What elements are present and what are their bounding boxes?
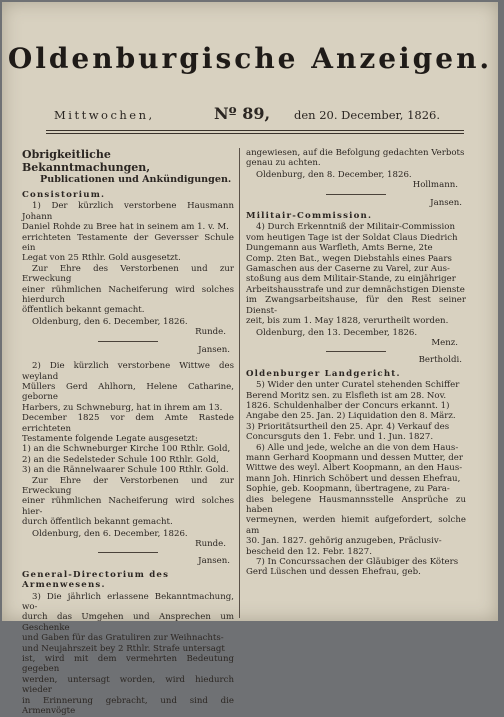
notice-line: vom heutigen Tage ist der Soldat Claus Diedrich (246, 232, 458, 243)
notice-line: in Erinnerung gebracht, und sind die Armenvögte (22, 695, 234, 717)
issue-weekday: Mittwochen, (54, 108, 155, 122)
notice-line: Testamente folgende Legate ausgesetzt: (22, 433, 198, 444)
notice-place-date: Oldenburg, den 6. December, 1826. (32, 316, 188, 327)
notice-line: Arbeitshausstrafe und zur demnächstigen Dienste (246, 284, 465, 295)
notice-line: December 1825 vor dem Amte Rastede errichteten (22, 413, 234, 434)
notice-line: Zur Ehre des Verstorbenen und zur Erweckung (22, 263, 234, 285)
notice-line: einer rühmlichen Nacheiferung wird solches hierdurch (22, 284, 234, 306)
notice-7 (246, 557, 466, 578)
notice-line: angewiesen, auf die Befolgung gedachten Verbots (246, 148, 465, 158)
notice-signature: Runde. (195, 539, 226, 549)
notice-line: Daniel Rohde zu Bree hat in seinem am 1. v. M. (22, 222, 229, 233)
notice-signature: Runde. (195, 327, 226, 338)
left-column (22, 148, 234, 717)
notice-3 (22, 592, 234, 717)
notice-line: 4) Durch Erkenntniß der Militair-Commission (256, 222, 455, 233)
notice-line: 2) Die kürzlich verstorbene Wittwe des weyland (22, 361, 234, 382)
notice-line: vermeynen, werden hiemit aufgefordert, solche am (246, 515, 466, 536)
notice-signature: Jansen. (430, 197, 462, 208)
notice-line: Gamaschen aus der Caserne zu Varel, zur Aus- (246, 264, 450, 275)
notice-3-continued (246, 148, 466, 208)
notice-line: 1826. Schuldenhalber der Concurs erkannt. 1) (246, 400, 450, 411)
separator (326, 351, 386, 352)
notice-line: errichteten Testamente der Geversser Schule ein (22, 232, 234, 254)
separator (98, 341, 158, 342)
separator (98, 552, 158, 553)
notice-line: öffentlich bekannt gemacht. (22, 305, 145, 316)
notice-6 (246, 443, 466, 557)
notice-place-date: Oldenburg, den 6. December, 1826. (32, 528, 188, 539)
notice-line: dies belegene Hausmannsstelle Ansprüche zu haben (246, 494, 466, 515)
notice-line: bescheid den 12. Febr. 1827. (246, 546, 372, 557)
notice-line: Müllers Gerd Ahlhorn, Helene Catharine, geborne (22, 381, 234, 403)
issue-date: den 20. December, 1826. (294, 108, 440, 122)
notice-line: Concursguts den 1. Febr. und 1. Jun. 1827. (246, 432, 434, 443)
notice-line: werden, untersagt worden, wird hiedurch wieder (22, 674, 234, 696)
notice-signature: Menz. (431, 337, 458, 348)
notice-line: Legat von 25 Rthlr. Gold ausgesetzt. (22, 253, 181, 264)
notice-signature: Jansen. (198, 344, 230, 355)
issue-number: Nº 89, (214, 104, 271, 123)
separator (326, 194, 386, 195)
notice-line: zeit, bis zum 1. May 1828, verurtheilt worden. (246, 316, 449, 327)
notice-line: ist, wird mit dem vermehrten Bedeutung gegeben (22, 654, 234, 675)
notice-line: einer rühmlichen Nacheiferung wird solches hier- (22, 496, 234, 517)
notice-line: Harbers, zu Schwneburg, hat in ihrem am 13. (22, 402, 223, 413)
notice-line: Wittwe des weyl. Albert Koopmann, an den Haus- (246, 463, 463, 474)
section-title-militair: Militair-Commission. (246, 211, 373, 222)
section-title-armenwesen: General-Directorium des Armenwesens. (22, 569, 170, 591)
section-heading: Obrigkeitliche Bekanntmachungen, (22, 148, 151, 174)
notice-line: 1) Der kürzlich verstorbene Hausmann Johann (22, 201, 234, 222)
notice-line: 1) an die Schwneburger Kirche 100 Rthlr. Gold, (22, 444, 231, 455)
notice-signature: Bertholdi. (418, 355, 462, 366)
notice-line: und Neujahrszeit bey 2 Rthlr. Strafe untersagt (22, 643, 225, 654)
notice-line: 3) an die Rännelwaarer Schule 100 Rthlr. Gold. (22, 465, 229, 476)
notice-line: 30. Jan. 1827. gehörig anzugeben, Präclusiv- (246, 536, 442, 547)
section-title-consistorium: Consistorium. (22, 190, 106, 200)
notice-line: 5) Wider den unter Curatel stehenden Schiffer (256, 380, 460, 391)
notice-line: 7) In Concurssachen der Gläubiger des Köters (256, 557, 459, 568)
notice-line: 3) Die jährlich erlassene Bekanntmachung, wo- (22, 591, 234, 613)
notice-1 (22, 201, 234, 355)
notice-line: Gerd Lüschen und dessen Ehefrau, geb. (246, 567, 421, 578)
notice-line: Comp. 2ten Bat., wegen Diebstahls eines Paars (246, 253, 452, 264)
notice-line: Dungemann aus Warfleth, Amts Berne, 2te (246, 243, 433, 254)
notice-line: Zur Ehre der Verstorbenen und zur Erweckung (22, 475, 234, 496)
masthead-title: Oldenburgische Anzeigen. (7, 42, 493, 75)
notice-line: genau zu achten. (246, 158, 321, 169)
notice-2 (22, 361, 234, 567)
notice-line: 6) Alle und jede, welche an die von dem Haus- (256, 442, 459, 453)
notice-line: Angabe den 25. Jan. 2) Liquidation den 8. März. (246, 411, 456, 422)
notice-line: 2) an die Sedelsteder Schule 100 Rthlr. Gold, (22, 454, 220, 465)
notice-line: durch öffentlich bekannt gemacht. (22, 517, 173, 528)
notice-place-date: Oldenburg, den 8. December, 1826. (256, 169, 412, 180)
notice-line: 3) Prioritätsurtheil den 25. Apr. 4) Verkauf des (246, 421, 450, 432)
issue-line (2, 106, 498, 126)
notice-line: mann Joh. Hinrich Schöbert und dessen Ehefrau, (246, 473, 461, 484)
right-column (246, 148, 466, 578)
column-divider (239, 148, 240, 618)
notice-4 (246, 222, 466, 365)
section-subheading: Publicationen und Ankündigungen. (40, 174, 232, 185)
notice-line: Sophie, geb. Koopmann, übertragene, zu Para- (246, 484, 450, 495)
newspaper-page (2, 2, 498, 717)
notice-5 (246, 380, 466, 442)
notice-line: und Gaben für das Gratuliren zur Weihnachts- (22, 633, 224, 644)
section-title-landgericht: Oldenburger Landgericht. (246, 368, 401, 379)
notice-signature: Hollmann. (412, 180, 458, 191)
notice-line: im Zwangsarbeitshause, für den Rest seiner Dienst- (246, 295, 466, 316)
notice-place-date: Oldenburg, den 13. December, 1826. (256, 327, 418, 338)
notice-line: mann Gerhard Koopmann und dessen Mutter, der (246, 452, 463, 463)
header-rule (46, 130, 464, 131)
notice-signature: Jansen. (198, 556, 230, 567)
notice-line: stoßung aus dem Militair-Stande, zu einjähriger (246, 274, 456, 285)
notice-line: durch das Umgehen und Ansprechen um Geschenke (22, 612, 234, 633)
notice-line: Berend Moritz sen. zu Elsfleth ist am 28. Nov. (246, 390, 447, 401)
header-rule-thin (46, 133, 464, 134)
